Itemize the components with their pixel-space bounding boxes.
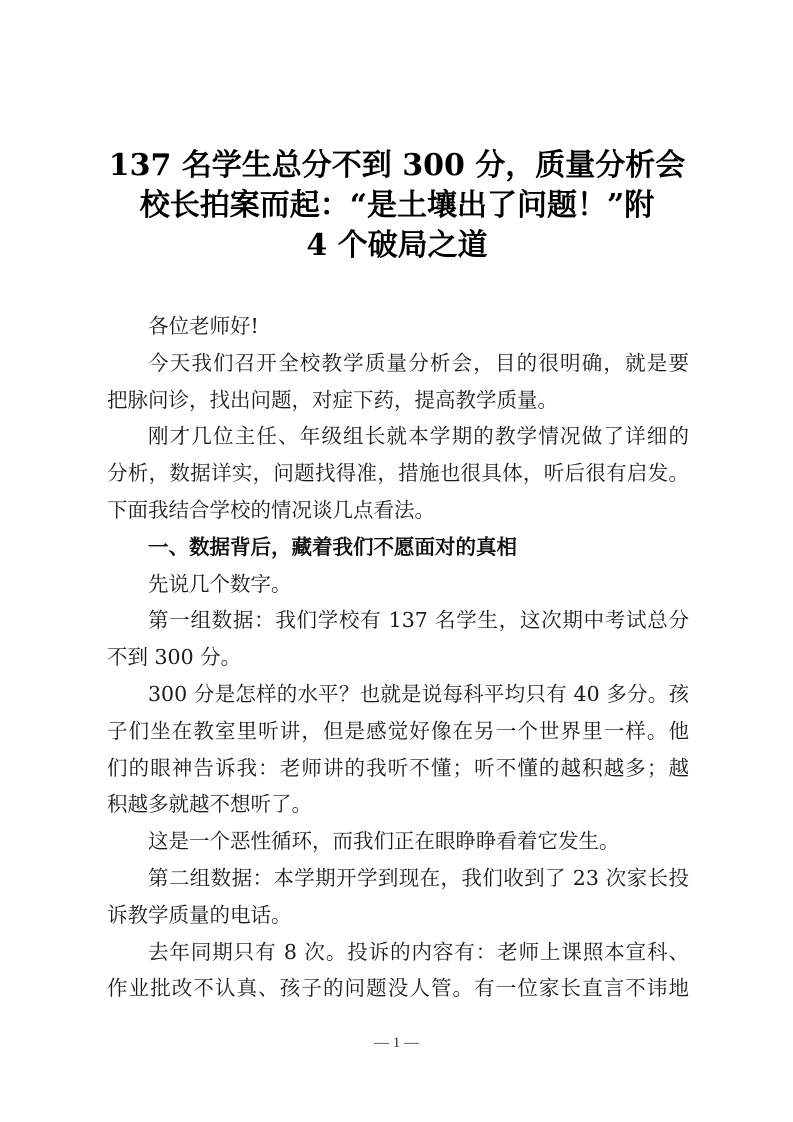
document-title — [100, 146, 694, 266]
body-line: 第二组数据：本学期开学到现在，我们收到了 23 次家长投 — [148, 865, 689, 890]
section-heading: 一、数据背后，藏着我们不愿面对的真相 — [148, 534, 517, 559]
body-line: 刚才几位主任、年级组长就本学期的教学情况做了详细的 — [148, 424, 689, 449]
title-line-2: 校长拍案而起：“是土壤出了问题！”附 — [139, 188, 655, 223]
body-line: 积越多就越不想听了。 — [107, 792, 312, 817]
body-line: 第一组数据：我们学校有 137 名学生，这次期中考试总分 — [148, 608, 689, 633]
body-line: 这是一个恶性循环，而我们正在眼睁睁看着它发生。 — [148, 829, 620, 854]
title-line-3: 4 个破局之道 — [306, 228, 488, 263]
body-line: 今天我们召开全校教学质量分析会，目的很明确，就是要 — [148, 350, 689, 375]
body-line: 作业批改不认真、孩子的问题没人管。有一位家长直言不讳地 — [107, 976, 689, 1001]
body-line: 不到 300 分。 — [107, 645, 242, 670]
body-line: 下面我结合学校的情况谈几点看法。 — [107, 497, 435, 522]
body-line: 子们坐在教室里听讲，但是感觉好像在另一个世界里一样。他 — [107, 718, 689, 743]
page-number: — 1 — — [374, 1035, 419, 1051]
body-line: 去年同期只有 8 次。投诉的内容有：老师上课照本宣科、 — [148, 939, 689, 964]
body-line: 先说几个数字。 — [148, 571, 292, 596]
document-body — [107, 308, 689, 1007]
title-line-1: 137 名学生总分不到 300 分，质量分析会 — [108, 148, 686, 183]
body-line: 300 分是怎样的水平？也就是说每科平均只有 40 多分。孩 — [148, 681, 689, 706]
body-line: 把脉问诊，找出问题，对症下药，提高教学质量。 — [107, 387, 558, 412]
body-line: 分析，数据详实，问题找得准，措施也很具体，听后很有启发。 — [107, 461, 689, 486]
body-line: 各位老师好! — [148, 314, 259, 338]
body-line: 们的眼神告诉我：老师讲的我听不懂；听不懂的越积越多；越 — [107, 755, 689, 780]
body-line: 诉教学质量的电话。 — [107, 902, 292, 927]
